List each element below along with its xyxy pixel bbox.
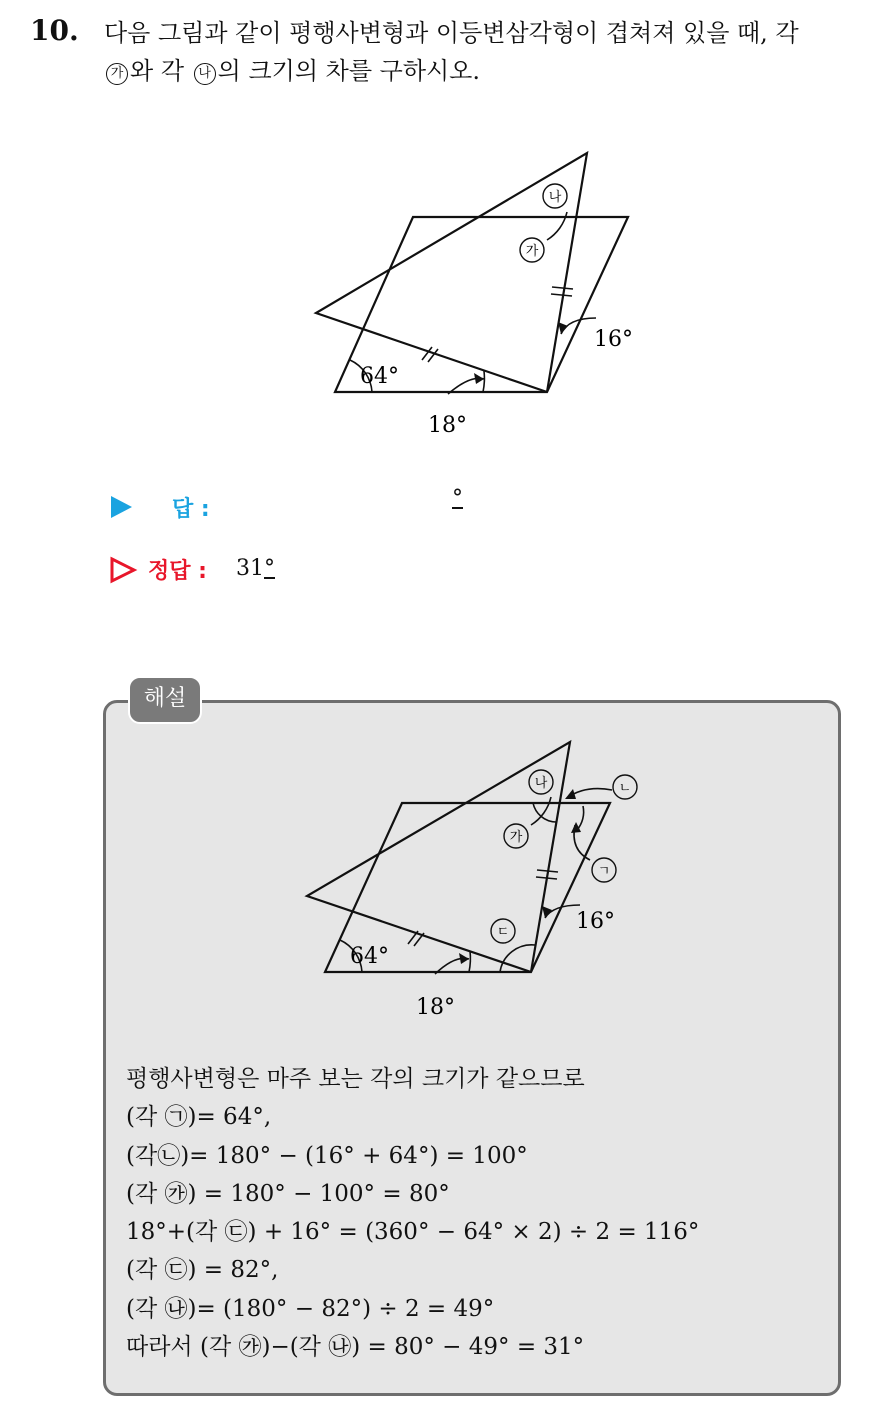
question-number: 10. [30, 14, 79, 47]
label-na: 나 [548, 190, 562, 205]
angle-18-label: 18° [416, 995, 455, 1020]
angle-64-label: 64° [360, 364, 399, 389]
answer-blank[interactable]: ° [452, 486, 463, 511]
solution-line: (각 ㉠)= 64°, [126, 1104, 272, 1131]
correct-answer-value [236, 556, 275, 581]
solution-line: 따라서 (각 ㉮)−(각 ㉯) = 80° − 49° = 31° [126, 1334, 585, 1361]
circled-ga-label: 가 [106, 63, 128, 85]
angle-18-label: 18° [428, 413, 467, 438]
label-nieun: ㄴ [618, 781, 632, 796]
play-icon [108, 494, 134, 520]
label-na: 나 [534, 776, 548, 791]
label-digeut: ㄷ [496, 925, 510, 940]
solution-tag: 해설 [128, 676, 202, 724]
label-ga: 가 [509, 830, 523, 845]
solution-line: (각 ㉮) = 180° − 100° = 80° [126, 1180, 450, 1207]
solution-figure [290, 732, 650, 1032]
solution-text [126, 1060, 826, 1366]
correct-answer-label: 정답 : [148, 559, 207, 584]
question-figure [300, 140, 660, 450]
question-text-part1: 다음 그림과 같이 평행사변형과 이등변삼각형이 겹쳐져 있을 때, 각 [104, 19, 799, 47]
question-text [104, 14, 874, 90]
angle-16-label: 16° [594, 327, 633, 352]
solution-line: 18°+(각 ㉢) + 16° = (360° − 64° × 2) ÷ 2 = 116° [126, 1219, 700, 1246]
circled-na-label: 나 [194, 63, 216, 85]
angle-16-label: 16° [576, 909, 615, 934]
isosceles-triangle [316, 153, 587, 392]
solution-line: (각 ㉯)= (180° − 82°) ÷ 2 = 49° [126, 1295, 495, 1322]
correct-answer-unit: ° [264, 556, 275, 581]
label-ga: 가 [525, 244, 539, 259]
label-giyeok: ㄱ [597, 864, 611, 879]
angle-64-label: 64° [350, 944, 389, 969]
solution-line: (각㉡)= 180° − (16° + 64°) = 100° [126, 1142, 528, 1169]
play-outline-icon [108, 556, 138, 584]
correct-answer-number: 31 [236, 556, 264, 581]
solution-line: 평행사변형은 마주 보는 각의 크기가 같으므로 [126, 1066, 585, 1092]
solution-line: (각 ㉢) = 82°, [126, 1257, 279, 1284]
question-text-part3: 의 크기의 차를 구하시오. [217, 57, 480, 85]
answer-label: 답 : [172, 497, 210, 522]
question-text-part2: 와 각 [130, 57, 184, 85]
